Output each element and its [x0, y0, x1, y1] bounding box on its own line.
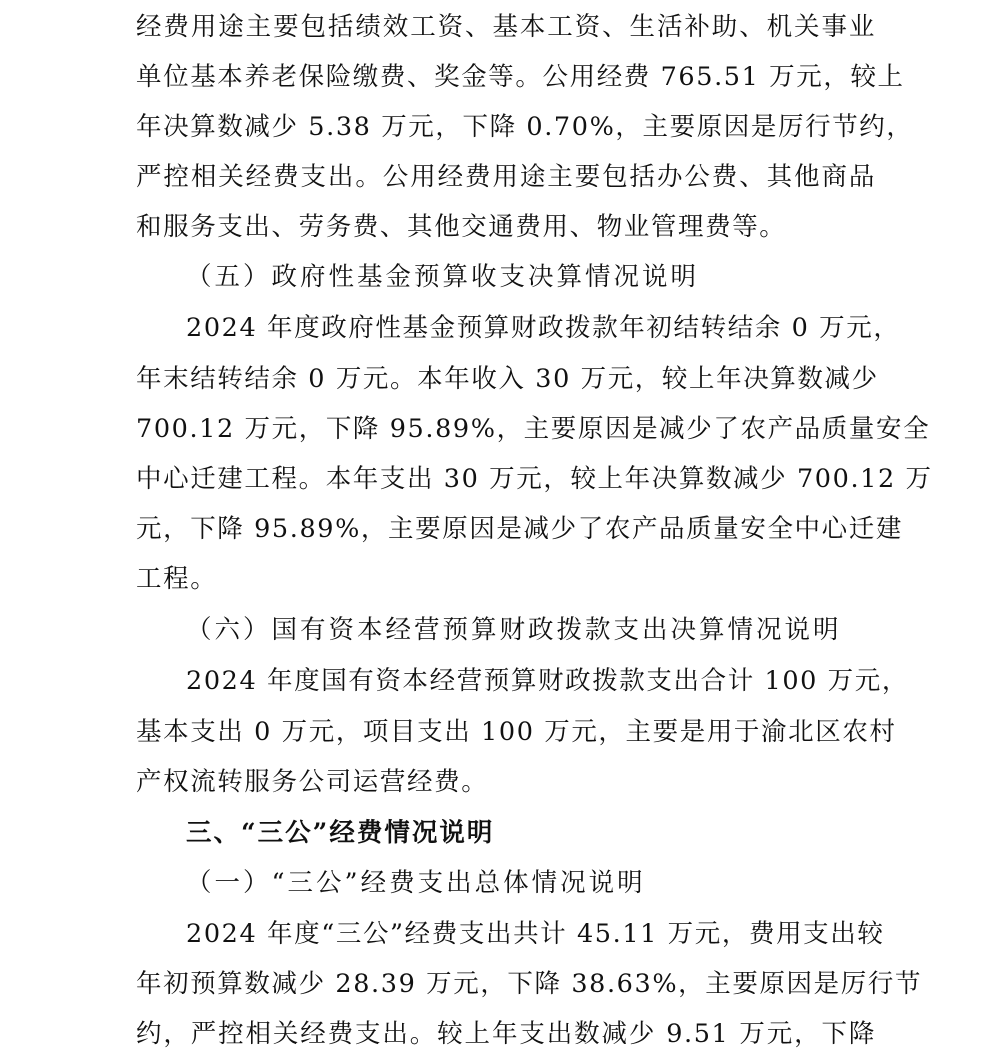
paragraph-line: 工程。: [136, 564, 218, 594]
section-heading: 三、“三公”经费情况说明: [186, 818, 495, 848]
paragraph-line: 700.12 万元，下降 95.89%，主要原因是减少了农产品质量安全: [136, 414, 931, 444]
paragraph-line: 年决算数减少 5.38 万元，下降 0.70%，主要原因是厉行节约，: [136, 112, 914, 142]
paragraph-line: 2024 年度国有资本经营预算财政拨款支出合计 100 万元，: [186, 666, 909, 696]
paragraph-line: 经费用途主要包括绩效工资、基本工资、生活补助、机关事业: [136, 12, 876, 42]
section-subheading: （五）政府性基金预算收支决算情况说明: [186, 262, 700, 292]
paragraph-line: 严控相关经费支出。公用经费用途主要包括办公费、其他商品: [136, 162, 876, 192]
paragraph-line: 元，下降 95.89%，主要原因是减少了农产品质量安全中心迁建: [136, 514, 903, 544]
paragraph-line: 年初预算数减少 28.39 万元，下降 38.63%，主要原因是厉行节: [136, 969, 923, 999]
paragraph-line: 2024 年度政府性基金预算财政拨款年初结转结余 0 万元，: [186, 313, 901, 343]
paragraph-line: 单位基本养老保险缴费、奖金等。公用经费 765.51 万元，较上: [136, 62, 905, 92]
paragraph-line: 产权流转服务公司运营经费。: [136, 767, 489, 797]
paragraph-line: 中心迁建工程。本年支出 30 万元，较上年决算数减少 700.12 万: [136, 464, 933, 494]
section-subheading: （一）“三公”经费支出总体情况说明: [186, 868, 646, 898]
paragraph-line: 和服务支出、劳务费、其他交通费用、物业管理费等。: [136, 212, 787, 242]
paragraph-line: 基本支出 0 万元，项目支出 100 万元，主要是用于渝北区农村: [136, 717, 897, 747]
section-subheading: （六）国有资本经营预算财政拨款支出决算情况说明: [186, 615, 842, 645]
paragraph-line: 2024 年度“三公”经费支出共计 45.11 万元，费用支出较: [186, 919, 885, 949]
paragraph-line: 约，严控相关经费支出。较上年支出数减少 9.51 万元，下降: [136, 1019, 876, 1049]
paragraph-line: 年末结转结余 0 万元。本年收入 30 万元，较上年决算数减少: [136, 364, 879, 394]
